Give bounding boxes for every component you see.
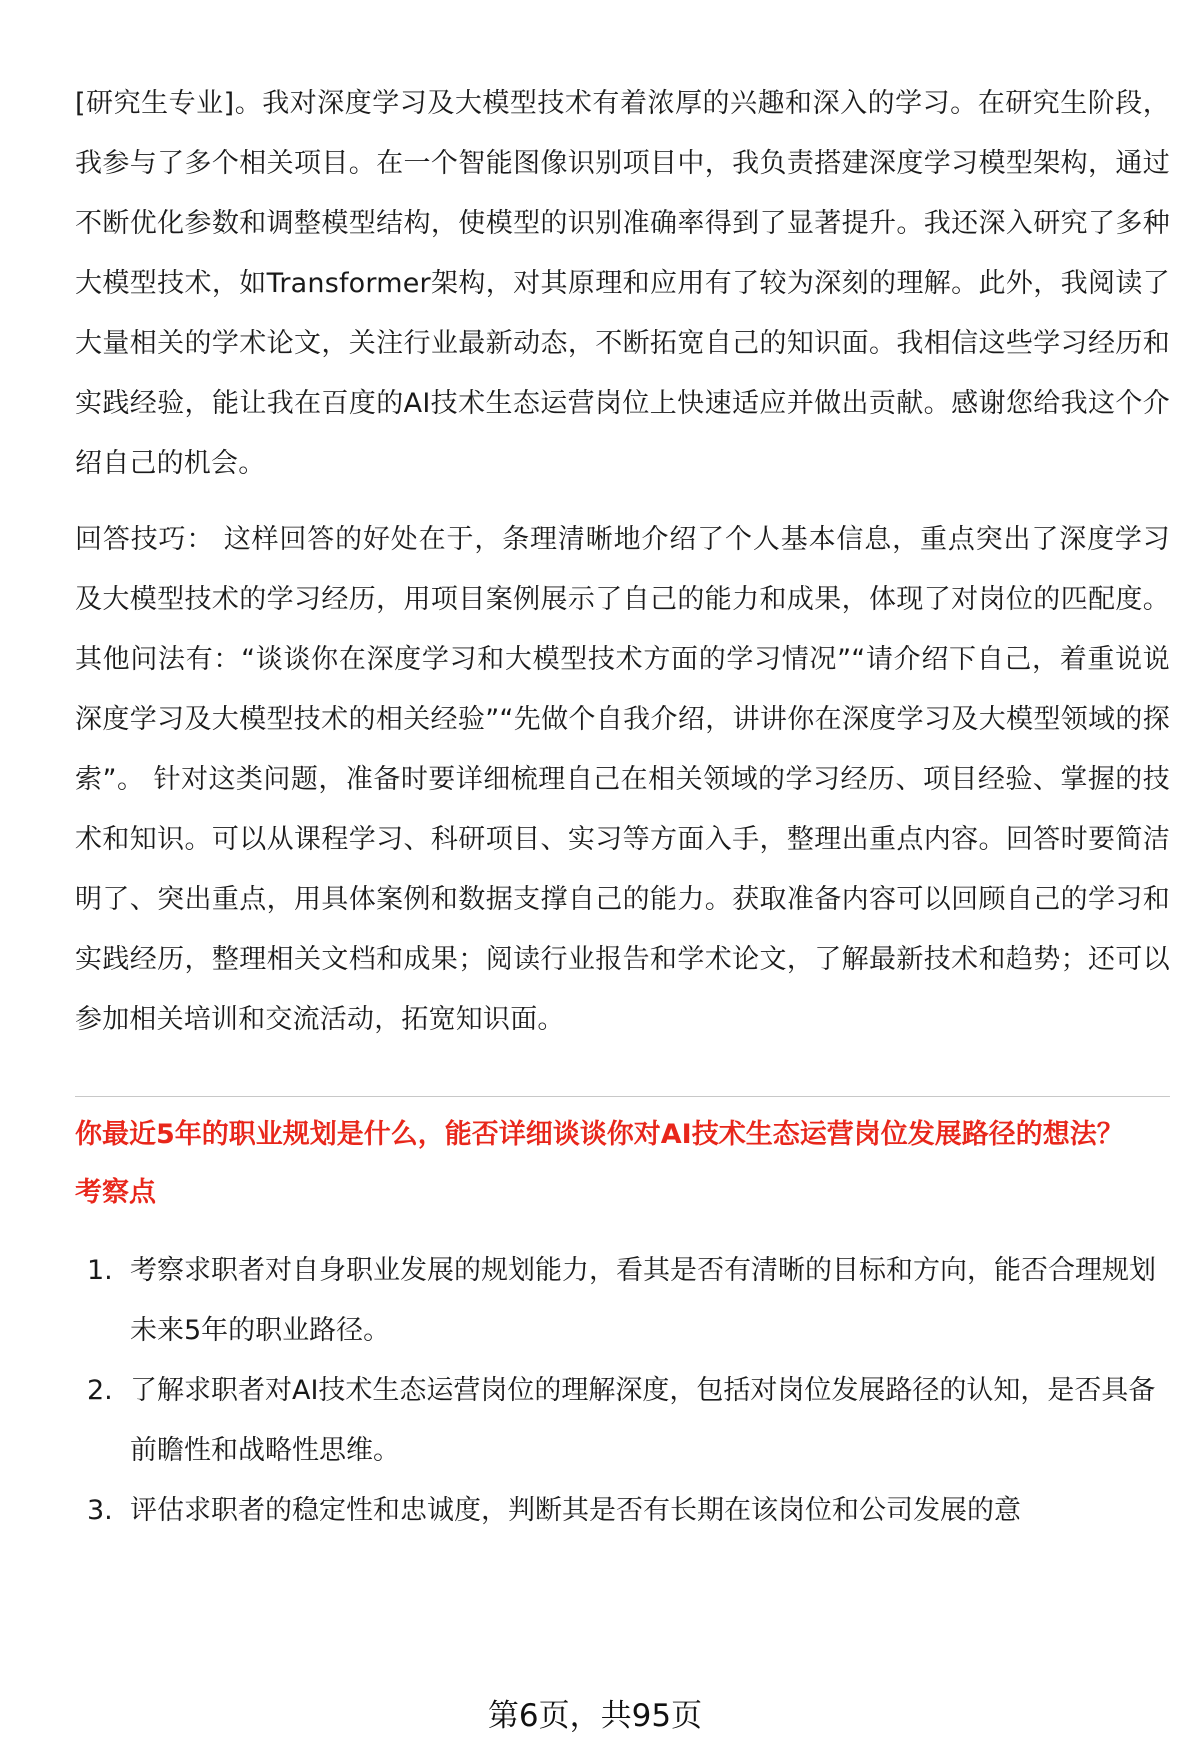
list-item [75,1481,1170,1541]
assessment-points-list [75,1241,1170,1541]
list-item-text: 考察求职者对自身职业发展的规划能力，看其是否有清晰的目标和方向，能否合理规划未来5年的职业路径。 [130,1255,1156,1346]
page-content [75,74,1170,1541]
page-number-footer: 第6页，共95页 [487,1698,703,1734]
list-item-number: 2. [87,1375,113,1406]
answer-paragraph: [研究生专业]。我对深度学习及大模型技术有着浓厚的兴趣和深入的学习。在研究生阶段，我参与了多个相关项目。在一个智能图像识别项目中，我负责搭建深度学习模型架构，通过不断优化参数和调整模型结构，使模型的识别准确率得到了显著提升。我还深入研究了多种大模型技术，如Transformer架构，对其原理和应用有了较为深刻的理解。此外，我阅读了大量相关的学术论文，关注行业最新动态，不断拓宽自己的知识面。我相信这些学习经历和实践经验，能让我在百度的AI技术生态运营岗位上快速适应并做出贡献。感谢您给我这个介绍自己的机会。 [75,88,1170,479]
section-label: 考察点 [75,1177,156,1208]
list-item-text: 评估求职者的稳定性和忠诚度，判断其是否有长期在该岗位和公司发展的意 [130,1495,1021,1526]
list-item [75,1361,1170,1481]
answer-tips-paragraph: 回答技巧： 这样回答的好处在于，条理清晰地介绍了个人基本信息，重点突出了深度学习及大模型技术的学习经历，用项目案例展示了自己的能力和成果，体现了对岗位的匹配度。其他问法有：“谈谈你在深度学习和大模型技术方面的学习情况”“请介绍下自己，着重说说深度学习及大模型技术的相关经验”“先做个自我介绍，讲讲你在深度学习及大模型领域的探索”。 针对这类问题，准备时要详细梳理自己在相关领域的学习经历、项目经验、掌握的技术和知识。可以从课程学习、科研项目、实习等方面入手，整理出重点内容。回答时要简洁明了、突出重点，用具体案例和数据支撑自己的能力。获取准备内容可以回顾自己的学习和实践经历，整理相关文档和成果；阅读行业报告和学术论文，了解最新技术和趋势；还可以参加相关培训和交流活动，拓宽知识面。 [75,524,1170,1035]
list-item-number: 1. [87,1255,113,1286]
list-item-number: 3. [87,1495,113,1526]
question-heading: 你最近5年的职业规划是什么，能否详细谈谈你对AI技术生态运营岗位发展路径的想法？ [75,1119,1124,1150]
section-divider [75,1096,1170,1097]
list-item [75,1241,1170,1361]
list-item-text: 了解求职者对AI技术生态运营岗位的理解深度，包括对岗位发展路径的认知，是否具备前瞻性和战略性思维。 [130,1375,1156,1466]
